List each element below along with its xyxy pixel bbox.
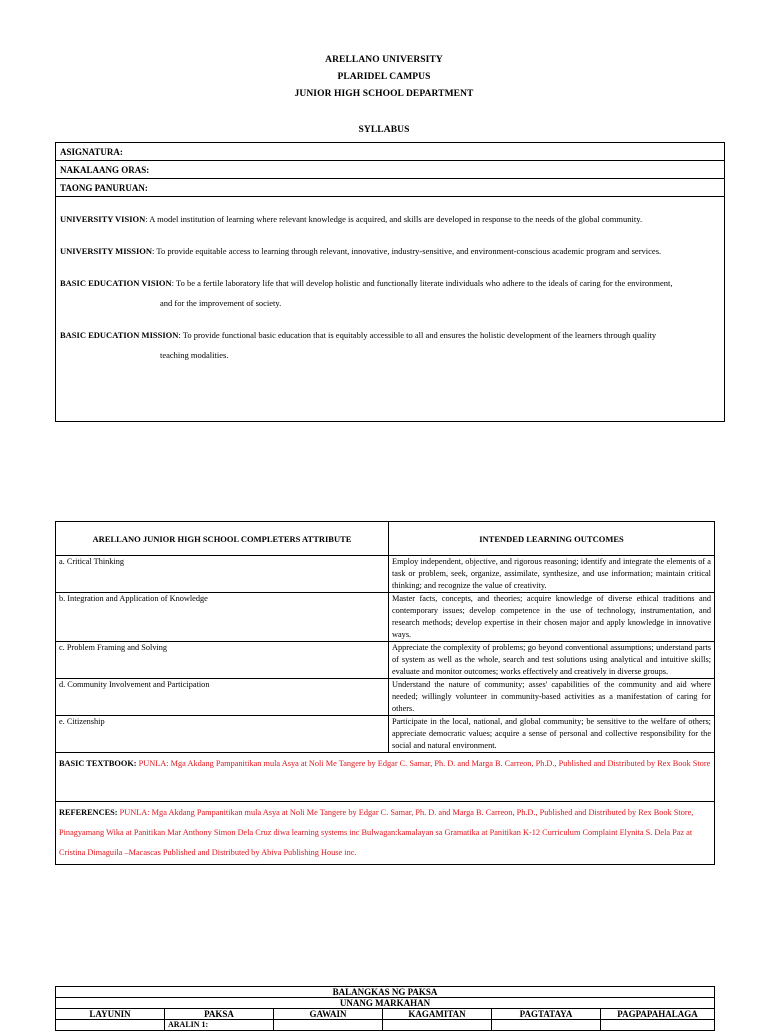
basic-education-mission-cont: teaching modalities. — [160, 350, 229, 360]
document-title: SYLLABUS — [358, 125, 410, 135]
attribute-cell: e. Citizenship — [56, 716, 389, 753]
table-row — [56, 642, 715, 679]
university-mission: UNIVERSITY MISSION: To provide equitable access to learning through relevant, innovative, industry-sensitive, and environment-conscious academic program and services. — [60, 246, 662, 256]
basic-education-vision: BASIC EDUCATION VISION: To be a fertile laboratory life that will develop holistic and functionally literate individuals who adhere to the ideals of caring for the environment, — [60, 278, 673, 288]
col-paksa: PAKSA — [165, 1009, 274, 1020]
ilo-cell: Employ independent, objective, and rigorous reasoning; identify and integrate the elements of a task or problem, seek, organize, assimilate, synthesize, and use information; maintain critical thinking; and recognize the value of creativity. — [389, 556, 715, 593]
attribute-cell: b. Integration and Application of Knowledge — [56, 593, 389, 642]
quarter-title: UNANG MARKAHAN — [56, 998, 715, 1009]
table-row — [56, 593, 715, 642]
ilo-cell: Appreciate the complexity of problems; go beyond conventional assumptions; understand parts of system as well as the whole, search and test solutions using analytical and intuitive skills; evaluate and monitor outcomes; works effectively and creatively in diverse groups. — [389, 642, 715, 679]
references: REFERENCES: PUNLA: Mga Akdang Pampanitikan mula Asya at Noli Me Tangere by Edgar C. Samar, Ph. D. and Marga B. Carreon, Ph.D., Published and Distributed by Rex Book Store, Pinagyamang Wika at Panitikan Mar Anthony Simon Dela Cruz diwa learning systems inc Bulwagan:kamalayan sa Gramatika at Panitikan K-12 Curriculum Complaint Elynita S. Dela Paz at Cristina Dimaguila –Macascas Published and Distributed by Abiva Publishing House inc. — [56, 802, 715, 865]
basic-education-vision-cont: and for the improvement of society. — [160, 298, 282, 308]
attribute-cell: a. Critical Thinking — [56, 556, 389, 593]
pagtataya-cell — [492, 1020, 601, 1031]
pagpapahalaga-cell — [601, 1020, 715, 1031]
attribute-cell: c. Problem Framing and Solving — [56, 642, 389, 679]
basic-textbook: BASIC TEXTBOOK: PUNLA: Mga Akdang Pampanitikan mula Asya at Noli Me Tangere by Edgar C. Samar, Ph. D. and Marga B. Carreon, Ph.D., Published and Distributed by Rex Book Store — [56, 753, 715, 802]
ilo-header: INTENDED LEARNING OUTCOMES — [389, 522, 715, 556]
university-name: ARELLANO UNIVERSITY — [325, 55, 443, 65]
department-name: JUNIOR HIGH SCHOOL DEPARTMENT — [294, 89, 474, 99]
col-pagtataya: PAGTATAYA — [492, 1009, 601, 1020]
ilo-cell: Participate in the local, national, and global community; be sensitive to the welfare of others; appreciate democratic values; acquire a sense of personal and collective responsibility for the social and natural environment. — [389, 716, 715, 753]
campus-name: PLARIDEL CAMPUS — [337, 72, 431, 82]
basic-education-mission: BASIC EDUCATION MISSION: To provide functional basic education that is equitably accessible to all and ensures the holistic development of the learners through quality — [60, 330, 657, 340]
ilo-cell: Master facts, concepts, and theories; acquire knowledge of diverse ethical traditions and contemporary issues; develop competence in the use of technology, instrumentation, and research methods; develop expertise in their chosen major and apply knowledge in innovative ways. — [389, 593, 715, 642]
attribute-cell: d. Community Involvement and Participation — [56, 679, 389, 716]
layunin-cell — [56, 1020, 165, 1031]
balangkas-table — [55, 986, 715, 1031]
attributes-table — [55, 521, 715, 865]
vision-mission-cell — [56, 197, 725, 422]
attributes-header: ARELLANO JUNIOR HIGH SCHOOL COMPLETERS ATTRIBUTE — [56, 522, 389, 556]
col-layunin: LAYUNIN — [56, 1009, 165, 1020]
ilo-cell: Understand the nature of community; asses' capabilities of the community and aid where needed; willingly volunteer in community-based activities as a manifestation of caring for others. — [389, 679, 715, 716]
table-row — [56, 556, 715, 593]
asignatura-label: ASIGNATURA: — [56, 143, 725, 161]
kagamitan-cell — [383, 1020, 492, 1031]
col-gawain: GAWAIN — [274, 1009, 383, 1020]
course-info-table — [55, 142, 725, 422]
col-pagpapahalaga: PAGPAPAHALAGA — [601, 1009, 715, 1020]
gawain-cell — [274, 1020, 383, 1031]
col-kagamitan: KAGAMITAN — [383, 1009, 492, 1020]
table-row — [56, 679, 715, 716]
table-row — [56, 716, 715, 753]
aralin-cell: ARALIN 1: — [165, 1020, 274, 1031]
taong-panuruan-label: TAONG PANURUAN: — [56, 179, 725, 197]
university-vision: UNIVERSITY VISION: A model institution of learning where relevant knowledge is acquired, and skills are developed in response to the needs of the global community. — [60, 214, 643, 224]
balangkas-title: BALANGKAS NG PAKSA — [56, 987, 715, 998]
nakalaang-oras-label: NAKALAANG ORAS: — [56, 161, 725, 179]
